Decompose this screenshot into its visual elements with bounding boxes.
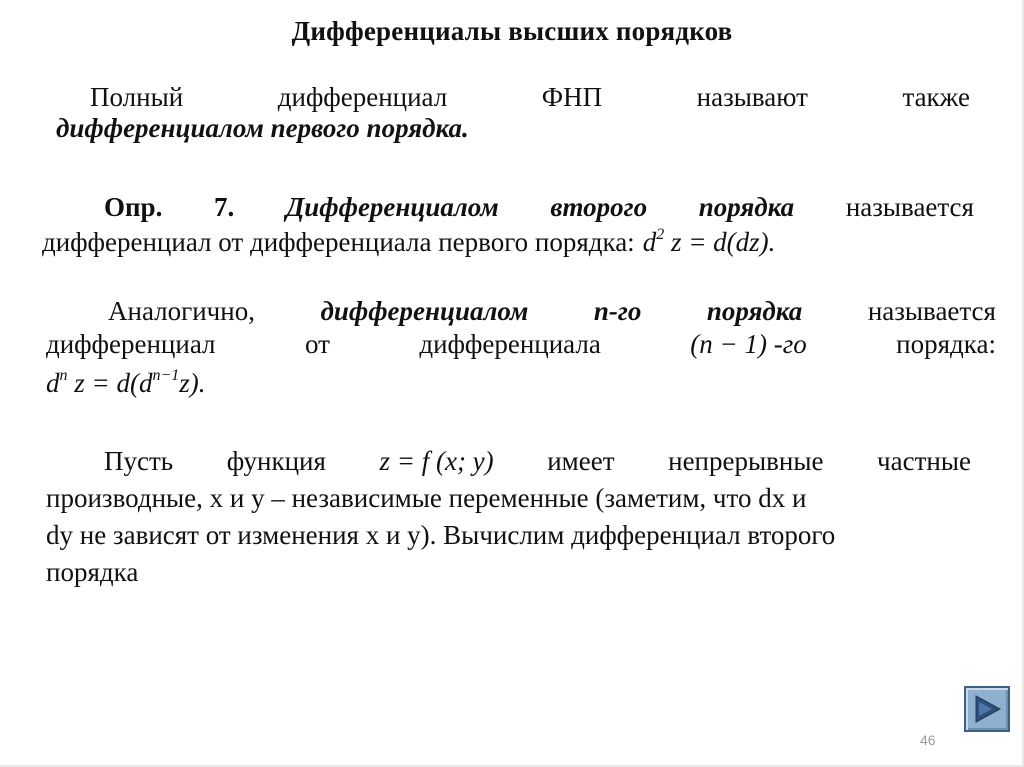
word: от xyxy=(304,329,330,359)
paragraph-line xyxy=(42,227,974,258)
text: порядка xyxy=(46,557,139,587)
emphasis-word: n-го xyxy=(593,296,642,326)
paragraph-line xyxy=(46,368,996,399)
emphasis-word: дифференциалом xyxy=(320,296,529,326)
page-number: 46 xyxy=(920,732,936,748)
emphasis-word: второго xyxy=(550,192,648,222)
word: называется xyxy=(867,296,996,326)
paragraph-line xyxy=(46,557,971,588)
paragraph-line xyxy=(46,446,971,477)
word: называют xyxy=(696,82,808,112)
word: ФНП xyxy=(541,82,603,112)
word: порядка: xyxy=(896,329,996,359)
word: дифференциал xyxy=(46,329,216,359)
text: производные, x и y – независимые переменные (заметим, что dx и xyxy=(46,483,807,513)
emphasis-word: порядка xyxy=(706,296,803,326)
formula-n-minus-1: (n − 1) -го xyxy=(690,329,807,359)
paragraph-line xyxy=(90,82,970,113)
paragraph-line xyxy=(104,192,974,223)
next-arrow-icon xyxy=(972,694,1002,724)
formula-function: z = f (x; y) xyxy=(379,446,494,476)
emphasis-word: порядка xyxy=(698,192,795,222)
word: дифференциал xyxy=(277,82,448,112)
word: называется xyxy=(845,192,974,222)
paragraph-line xyxy=(46,296,996,327)
paragraph-function xyxy=(46,446,971,588)
word: Полный xyxy=(90,82,184,112)
emphasis-word: Дифференциалом xyxy=(285,192,499,222)
paragraph-full-differential xyxy=(56,82,970,144)
paragraph-line xyxy=(46,329,996,360)
word: частные xyxy=(877,446,971,476)
word: дифференциала xyxy=(419,329,601,359)
word: непрерывные xyxy=(668,446,824,476)
definition-label: Опр. xyxy=(104,192,163,222)
word: Аналогично, xyxy=(108,296,255,326)
word: функция xyxy=(226,446,326,476)
paragraph-line xyxy=(46,520,971,551)
definition-number: 7. xyxy=(213,192,235,222)
next-slide-button[interactable] xyxy=(964,686,1010,732)
paragraph-line xyxy=(46,483,971,514)
text: dy не зависят от изменения x и y). Вычислим дифференциал второго xyxy=(46,520,836,550)
slide-title: Дифференциалы высших порядков xyxy=(291,16,733,46)
paragraph-nth-order xyxy=(46,296,996,399)
definition-7 xyxy=(42,192,974,258)
formula-second-differential: $d^2$ z = d(dz). xyxy=(642,226,776,257)
word: Пусть xyxy=(104,446,174,476)
paragraph-line xyxy=(56,113,970,144)
formula-nth-differential: $d^n$ $z = d(d^{n-1}z)$. xyxy=(46,367,206,398)
emphasis-text: дифференциалом первого порядка. xyxy=(56,113,469,143)
word: также xyxy=(902,82,970,112)
text: дифференциал от дифференциала первого порядка: xyxy=(42,227,635,257)
word: имеет xyxy=(547,446,615,476)
